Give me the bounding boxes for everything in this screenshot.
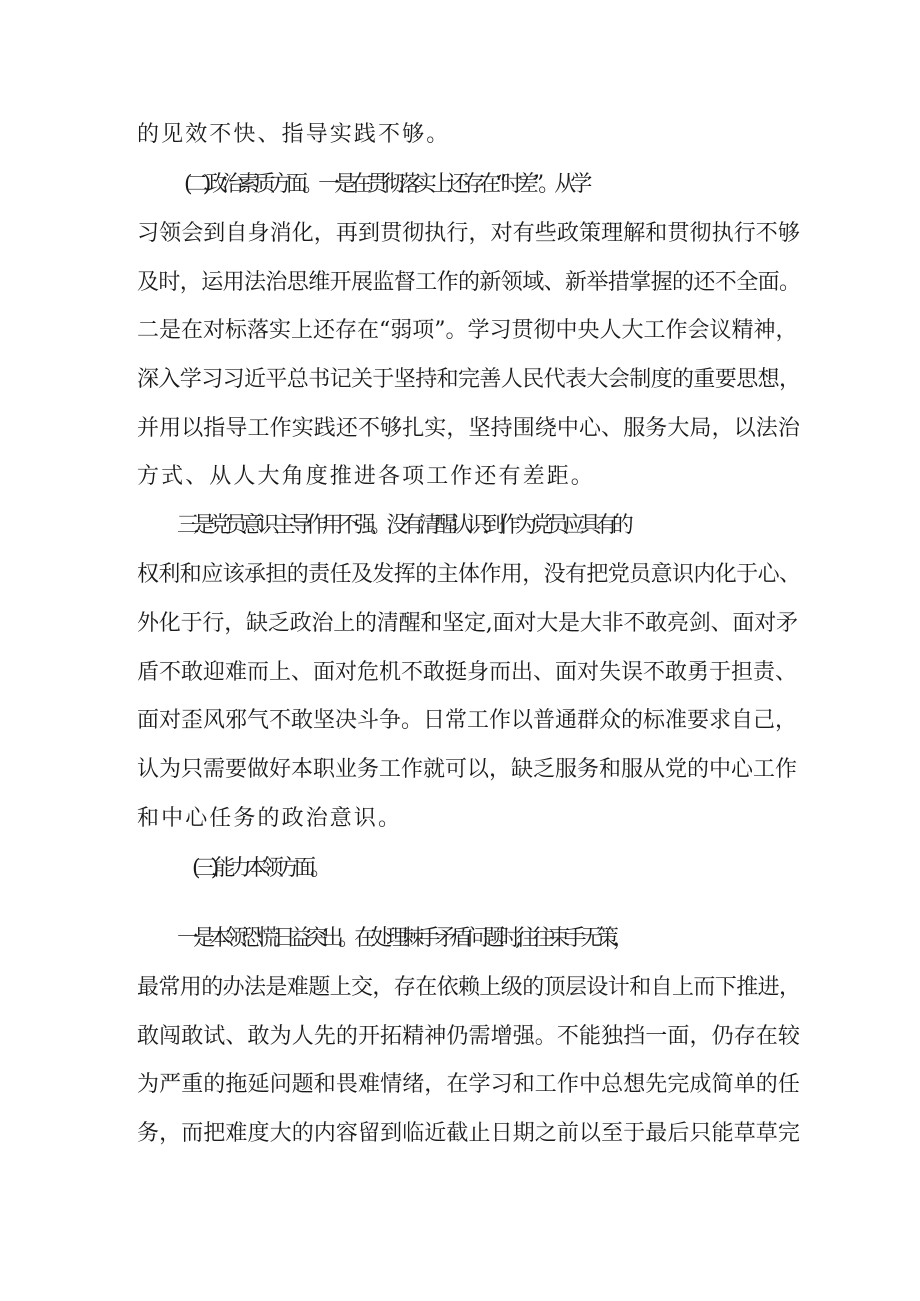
text-line-21: 务，而把难度大的内容留到临近截止日期之前以至于最后只能草草完 — [137, 1121, 801, 1146]
text-line-7: 并用以指导工作实践还不够扎实，坚持围绕中心、服务大局，以法治 — [137, 416, 801, 441]
text-line-2: (二)政治素质方面。一是在贯彻落实上还存在“时差”。从学 — [184, 172, 587, 197]
text-line-3: 习领会到自身消化，再到贯彻执行，对有些政策理解和贯彻执行不够 — [137, 221, 801, 246]
text-line-17: 一是本领恐慌日益突出。在处理棘手矛盾问题时,往往束手无策， — [177, 926, 629, 951]
text-line-12: 盾不敢迎难而上、面对危机不敢挺身而出、面对失误不敢勇于担责、 — [137, 660, 798, 685]
text-line-10: 权利和应该承担的责任及发挥的主体作用，没有把党员意识内化于心、 — [137, 562, 801, 587]
text-line-9: 三是党员意识主导作用不强。没有清醒认识到作为党员应具有的 — [177, 513, 628, 538]
text-line-13: 面对歪风邪气不敢坚决斗争。日常工作以普通群众的标准要求自己， — [137, 708, 798, 733]
text-line-1: 的见效不快、指导实践不够。 — [137, 122, 451, 147]
text-line-14: 认为只需要做好本职业务工作就可以，缺乏服务和服从党的中心工作 — [137, 757, 798, 782]
text-line-6: 深入学习习近平总书记关于坚持和完善人民代表大会制度的重要思想， — [137, 367, 801, 392]
section-heading-ability: (三)能力本领方面。 — [192, 856, 327, 881]
text-line-4: 及时，运用法治思维开展监督工作的新领域、新举措掌握的还不全面。 — [137, 270, 801, 295]
text-line-19: 敢闯敢试、敢为人先的开拓精神仍需增强。不能独挡一面，仍存在较 — [137, 1024, 801, 1049]
text-line-15: 和中心任务的政治意识。 — [137, 806, 403, 831]
text-line-8: 方式、从人大角度推进各项工作还有差距。 — [137, 464, 595, 489]
text-line-11: 外化于行，缺乏政治上的清醒和坚定,面对大是大非不敢亮剑、面对矛 — [137, 611, 798, 636]
text-line-5: 二是在对标落实上还存在“弱项”。学习贯彻中央人大工作会议精神， — [137, 318, 798, 343]
text-line-20: 为严重的拖延问题和畏难情绪，在学习和工作中总想先完成简单的任 — [137, 1072, 801, 1097]
text-line-18: 最常用的办法是难题上交，存在依赖上级的顶层设计和自上而下推进， — [137, 975, 801, 1000]
